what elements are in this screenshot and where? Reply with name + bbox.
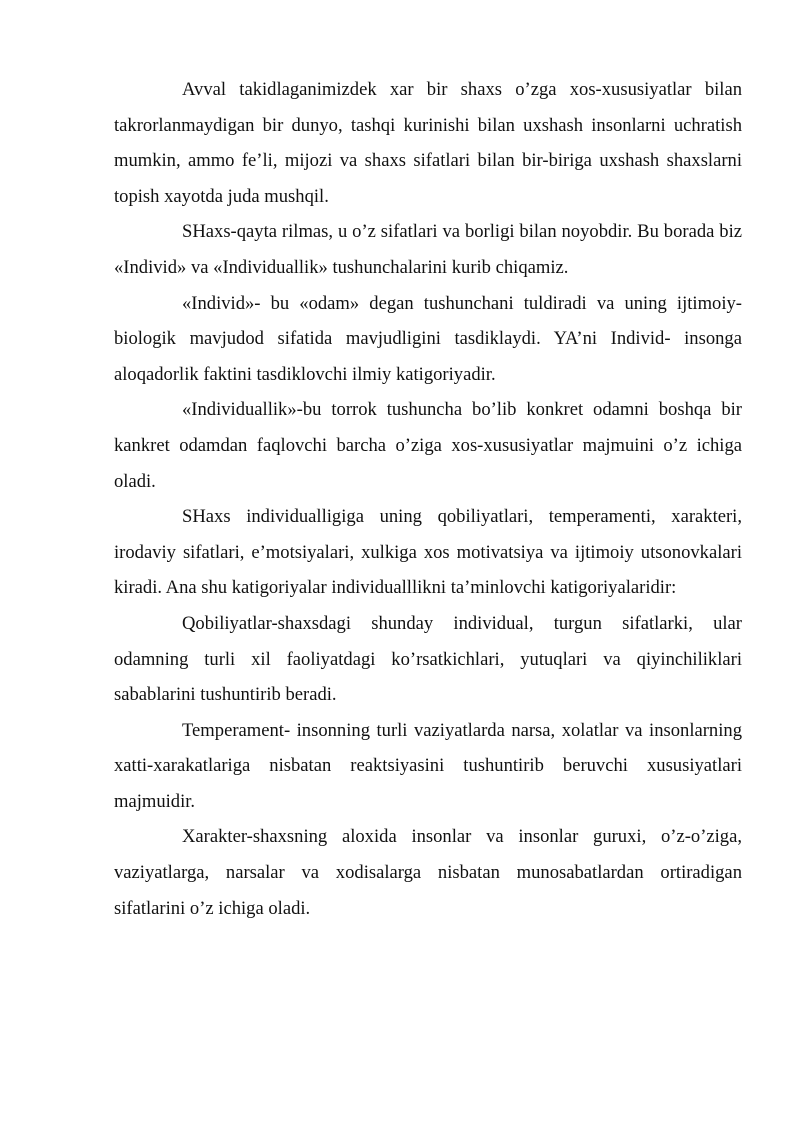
paragraph-6: Qobiliyatlar-shaxsdagi shunday individual, turgun sifatlarki, ular odamning turli xil faoliyatdagi ko’rsatkichlari, yutuqlari va qiyinchiliklari sabablarini tushuntirib beradi. [114, 612, 742, 706]
paragraph-2: SHaxs-qayta rilmas, u o’z sifatlari va borligi bilan noyobdir. Bu borada biz «Individ» va «Individuallik» tushunchalarini kurib chiqamiz. [114, 221, 742, 278]
paragraph-5: SHaxs individualligiga uning qobiliyatlari, temperamenti, xarakteri, irodaviy sifatlari, e’motsiyalari, xulkiga xos motivatsiya va ijtimoiy utsonovkalari kiradi. Ana shu katigoriyalar individualllikni ta’minlovchi katigoriyalaridir: [114, 506, 742, 599]
paragraph-1: Avval takidlaganimizdek xar bir shaxs o’zga xos-xususiyatlar bilan takrorlanmaydigan bir dunyo, tashqi kurinishi bilan uxshash insonlarni uchratish mumkin, ammo fe’li, mijozi va shaxs sifatlari bilan bir-biriga uxshash shaxslarni topish xayotda juda mushqil. [114, 79, 742, 207]
body-text [114, 72, 742, 926]
paragraph-4: «Individuallik»-bu torrok tushuncha bo’lib konkret odamni boshqa bir kankret odamdan faqlovchi barcha o’ziga xos-xususiyatlar majmuini o’z ichiga oladi. [114, 399, 742, 492]
paragraph-8: Xarakter-shaxsning aloxida insonlar va insonlar guruxi, o’z-o’ziga, vaziyatlarga, narsalar va xodisalarga nisbatan munosabatlardan ortiradigan sifatlarini o’z ichiga oladi. [114, 826, 742, 919]
paragraph-3: «Individ»- bu «odam» degan tushunchani tuldiradi va uning ijtimoiy-biologik mavjudod sifatida mavjudligini tasdiklaydi. YA’ni Individ- insonga aloqadorlik faktini tasdiklovchi ilmiy katigoriyadir. [114, 292, 742, 385]
paragraph-7: Temperament- insonning turli vaziyatlarda narsa, xolatlar va insonlarning xatti-xarakatlariga nisbatan reaktsiyasini tushuntirib beruvchi xususiyatlari majmuidir. [114, 719, 742, 812]
